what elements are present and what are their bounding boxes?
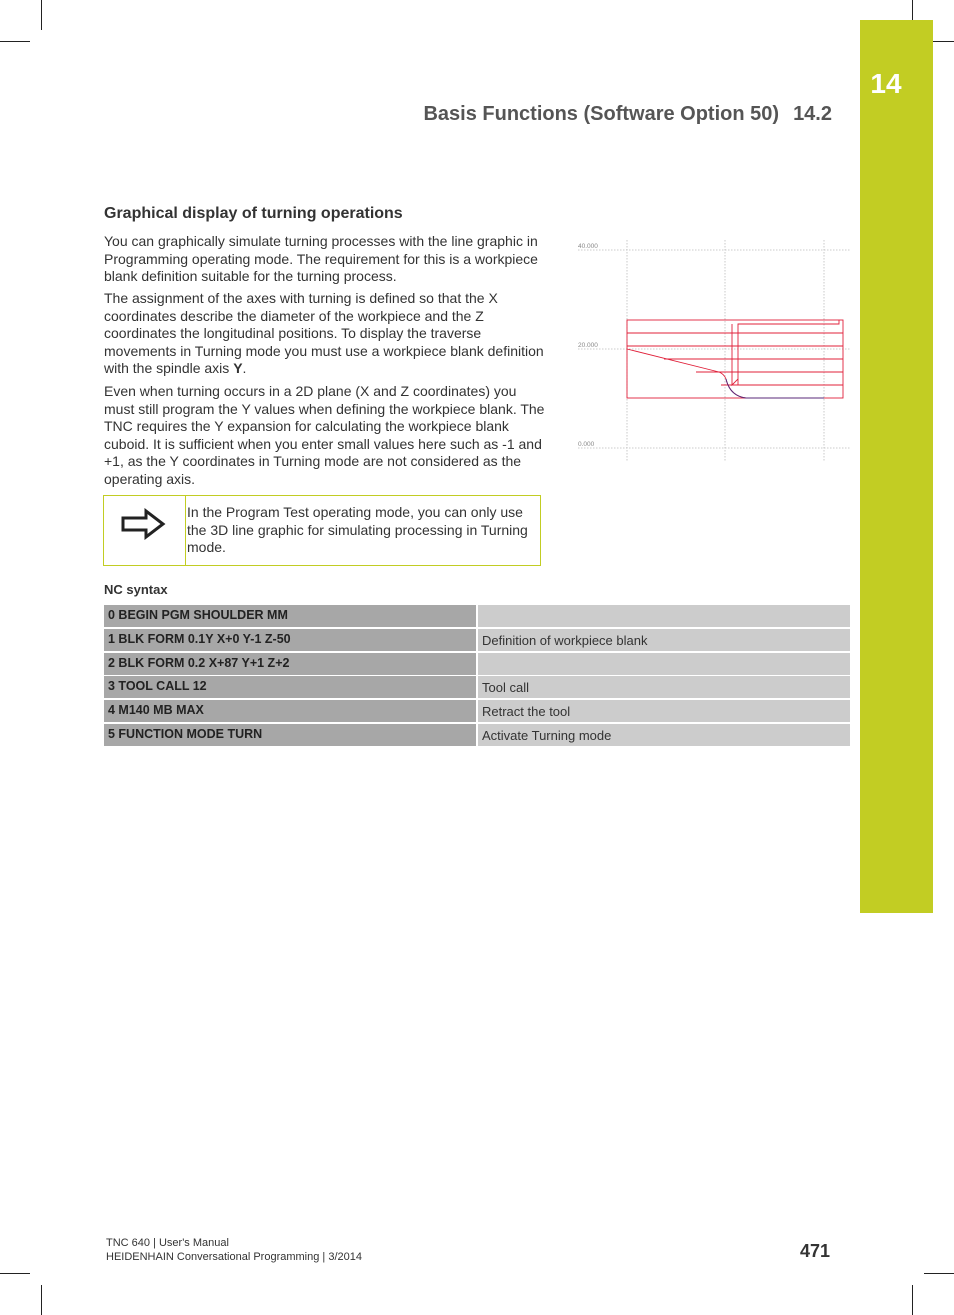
footer-line-2: HEIDENHAIN Conversational Programming | 3/2014 [106,1251,362,1263]
table-row [104,653,850,675]
nc-code: 4 M140 MB MAX [104,700,476,722]
crop-mark [41,0,42,30]
footer-text [106,1236,362,1264]
note-text: In the Program Test operating mode, you can only use the 3D line graphic for simulating processing in Turning mode. [187,504,528,556]
nc-description: Tool call [478,676,850,698]
nc-code: 2 BLK FORM 0.2 X+87 Y+1 Z+2 [104,653,476,675]
nc-code: 3 TOOL CALL 12 [104,676,476,698]
nc-syntax-table [104,605,850,748]
y-tick-label: 40.000 [578,243,598,250]
crop-mark [912,1285,913,1315]
turning-graphic [574,236,854,466]
note-divider [185,496,186,565]
nc-code: 0 BEGIN PGM SHOULDER MM [104,605,476,627]
footer-line-1: TNC 640 | User's Manual [106,1237,229,1249]
section-heading: Graphical display of turning operations [104,205,403,222]
crop-mark [912,0,913,20]
arrow-right-icon [120,508,166,540]
table-row [104,605,850,627]
y-tick-label: 0.000 [578,441,595,448]
table-row [104,700,850,722]
crop-mark [41,1285,42,1315]
nc-description [478,605,850,627]
chapter-number: 14 [870,68,902,99]
workpiece-contour [627,320,843,398]
table-row [104,724,850,746]
paragraph-2: The assignment of the axes with turning is defined so that the X coordinates describe the diameter of the workpiece and the Z coordinates the longitudinal positions. To display the traverse movements in Turning mode you must use a workpiece blank definition with the spindle axis Y. [104,290,544,377]
page-number: 471 [799,1241,830,1261]
spindle-axis: Y [233,360,243,377]
nc-code: 5 FUNCTION MODE TURN [104,724,476,746]
table-row [104,676,850,698]
nc-description: Retract the tool [478,700,850,722]
crop-mark [0,1273,30,1274]
running-head [423,103,832,126]
crop-mark [0,41,30,42]
nc-description [478,653,850,675]
table-row [104,629,850,651]
nc-description: Definition of workpiece blank [478,629,850,651]
tool-path [726,379,824,398]
y-tick-label: 20.000 [578,342,598,349]
paragraph-2-text: The assignment of the axes with turning is defined so that the X coordinates describe the diameter of the workpiece and the Z coordinates the longitudinal positions. To display the traverse movements in Turning mode you must use a workpiece blank definition with the spindle axis [104,290,544,377]
chapter-title: Basis Functions (Software Option 50) [423,103,780,125]
paragraph-1: You can graphically simulate turning processes with the line graphic in Programming operating mode. The requirement for this is a workpiece blank definition suitable for the turning process. [104,233,538,285]
nc-syntax-label: NC syntax [104,582,168,597]
nc-code: 1 BLK FORM 0.1Y X+0 Y-1 Z-50 [104,629,476,651]
paragraph-3: Even when turning occurs in a 2D plane (X and Z coordinates) you must still program the Y values when defining the workpiece blank. The TNC requires the Y expansion for calculating the workpiece blank cuboid. It is sufficient when you enter small values here such as -1 and +1, as the Y coordinates in Turning mode are not considered as the operating axis. [104,383,545,487]
note-box [103,495,541,566]
nc-description: Activate Turning mode [478,724,850,746]
crop-mark [924,1273,954,1274]
section-number: 14.2 [793,103,832,125]
chapter-tab [860,20,933,913]
